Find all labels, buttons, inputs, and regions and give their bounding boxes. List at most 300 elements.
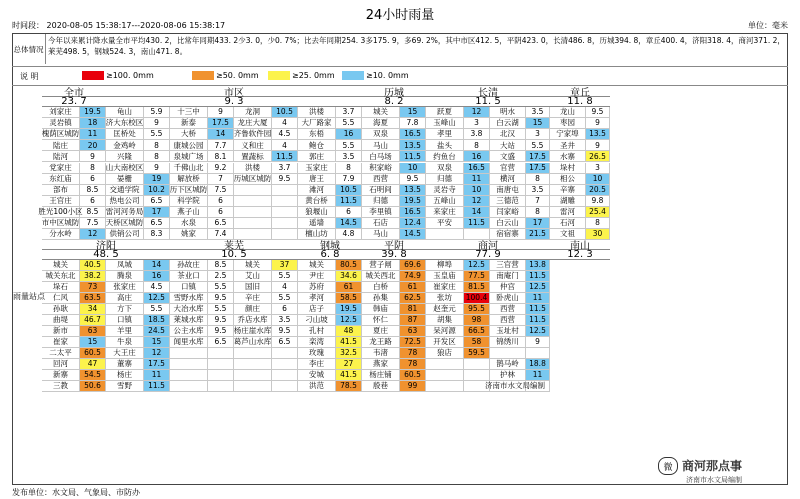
station-rainfall: 60.5 bbox=[400, 370, 426, 381]
group-average: 11. 8 bbox=[550, 97, 610, 107]
station-rainfall: 95.5 bbox=[464, 304, 490, 315]
station-rainfall: 14.5 bbox=[336, 218, 362, 229]
station-name: 部布 bbox=[42, 185, 80, 196]
station-name bbox=[170, 381, 208, 392]
station-rainfall bbox=[464, 370, 490, 381]
station-name: 五峰山 bbox=[426, 196, 464, 207]
station-rainfall: 3.5 bbox=[272, 315, 298, 326]
station-rainfall: 11.5 bbox=[526, 304, 550, 315]
station-rainfall: 17.5 bbox=[526, 151, 550, 162]
station-rainfall: 41.5 bbox=[336, 337, 362, 348]
station-rainfall: 9.5 bbox=[208, 315, 234, 326]
station-rainfall: 12 bbox=[144, 348, 170, 359]
station-name: 枣园 bbox=[550, 118, 586, 129]
station-name: 海夏 bbox=[362, 118, 400, 129]
station-name: 水泉 bbox=[170, 218, 208, 229]
station-rainfall: 25.4 bbox=[586, 207, 610, 218]
station-name bbox=[234, 218, 272, 229]
station-rainfall: 5.9 bbox=[144, 107, 170, 118]
station-rainfall: 7.5 bbox=[80, 218, 106, 229]
legend-swatch bbox=[192, 71, 214, 80]
station-name bbox=[426, 229, 464, 240]
station-rainfall: 4 bbox=[272, 140, 298, 151]
station-rainfall: 6.5 bbox=[144, 196, 170, 207]
station-name: 城关 bbox=[234, 260, 272, 271]
station-name: 胜光100小区 bbox=[38, 207, 83, 217]
station-name: 明水 bbox=[490, 107, 526, 118]
station-name: 千佛山北 bbox=[170, 163, 208, 174]
station-name: 滩河 bbox=[298, 185, 336, 196]
station-name: 归德 bbox=[426, 174, 464, 185]
station-name: 康城公园 bbox=[170, 140, 208, 151]
station-rainfall: 5.5 bbox=[144, 129, 170, 140]
station-rainfall: 3.5 bbox=[526, 107, 550, 118]
station-name: 口镇 bbox=[106, 315, 144, 326]
station-rainfall: 18.8 bbox=[526, 359, 550, 370]
station-name: 供销公司 bbox=[106, 229, 144, 240]
station-rainfall: 11 bbox=[80, 129, 106, 140]
station-name: 韦渚 bbox=[362, 348, 400, 359]
station-name: 杨庄 bbox=[106, 370, 144, 381]
station-name: 崔家 bbox=[42, 337, 80, 348]
station-name: 水寨 bbox=[550, 151, 586, 162]
station-name: 国旧 bbox=[234, 282, 272, 293]
station-name bbox=[234, 370, 272, 381]
station-name: 雷河河务局 bbox=[105, 207, 144, 217]
station-rainfall: 16 bbox=[336, 129, 362, 140]
station-rainfall: 3.7 bbox=[336, 107, 362, 118]
station-rainfall: 10 bbox=[586, 174, 610, 185]
station-name bbox=[170, 370, 208, 381]
station-name: 辛寨 bbox=[550, 185, 586, 196]
station-rainfall: 16 bbox=[144, 271, 170, 282]
station-name: 城关 bbox=[42, 260, 80, 271]
station-name: 口镇 bbox=[170, 282, 208, 293]
group-average: 48. 5 bbox=[42, 250, 170, 260]
station-name: 孙耿 bbox=[42, 304, 80, 315]
station-name: 苏府 bbox=[298, 282, 336, 293]
station-name: 龟山 bbox=[106, 107, 144, 118]
station-name: 晏栅 bbox=[106, 174, 144, 185]
station-rainfall bbox=[272, 370, 298, 381]
station-rainfall: 4.5 bbox=[144, 282, 170, 293]
station-name: 大冶水库 bbox=[170, 304, 208, 315]
station-name: 胡集 bbox=[426, 315, 464, 326]
station-rainfall: 11 bbox=[526, 293, 550, 304]
station-name: 殷巷 bbox=[362, 381, 400, 392]
station-rainfall: 3.8 bbox=[464, 129, 490, 140]
station-rainfall bbox=[208, 348, 234, 359]
station-name: 热电公司 bbox=[106, 196, 144, 207]
station-rainfall: 80.5 bbox=[336, 260, 362, 271]
station-rainfall: 7.4 bbox=[208, 229, 234, 240]
station-name: 张坊 bbox=[426, 293, 464, 304]
station-name: 回河 bbox=[42, 359, 80, 370]
station-name: 积家峪 bbox=[362, 163, 400, 174]
station-name: 三教 bbox=[42, 381, 80, 392]
station-name: 崔家庄 bbox=[426, 282, 464, 293]
station-rainfall: 3 bbox=[586, 163, 610, 174]
station-rainfall: 37 bbox=[272, 260, 298, 271]
station-name: 南庵门 bbox=[490, 271, 526, 282]
station-rainfall: 17.5 bbox=[208, 118, 234, 129]
watermark-title: 商河那点事 bbox=[682, 459, 743, 473]
station-name: 马山 bbox=[362, 229, 400, 240]
group-name: 全市 bbox=[42, 87, 106, 97]
group-average: 12. 3 bbox=[550, 250, 610, 260]
station-rainfall: 13.5 bbox=[400, 185, 426, 196]
station-rainfall bbox=[464, 359, 490, 370]
station-rainfall: 7 bbox=[208, 174, 234, 185]
station-rainfall: 9 bbox=[144, 118, 170, 129]
station-rainfall: 9 bbox=[144, 163, 170, 174]
watermark bbox=[656, 455, 796, 489]
station-rainfall bbox=[208, 381, 234, 392]
station-name: 石明间 bbox=[362, 185, 400, 196]
station-rainfall: 99 bbox=[400, 381, 426, 392]
station-rainfall: 14 bbox=[144, 260, 170, 271]
station-rainfall: 14.5 bbox=[400, 229, 426, 240]
station-name: 双泉 bbox=[426, 163, 464, 174]
station-name: 卧虎山 bbox=[490, 293, 526, 304]
station-rainfall: 11.5 bbox=[400, 151, 426, 162]
station-rainfall: 8 bbox=[144, 140, 170, 151]
document bbox=[6, 0, 794, 499]
station-rainfall: 78 bbox=[400, 348, 426, 359]
station-name: 湖雕 bbox=[550, 196, 586, 207]
legend-swatch bbox=[268, 71, 290, 80]
station-rainfall: 5.5 bbox=[526, 140, 550, 151]
group-average: 23. 7 bbox=[42, 97, 106, 107]
station-name: 仲宫 bbox=[490, 282, 526, 293]
station-name: 西营 bbox=[490, 304, 526, 315]
station-name: 灵岩镇 bbox=[42, 118, 80, 129]
legend-row bbox=[12, 66, 788, 86]
station-rainfall: 16.5 bbox=[464, 163, 490, 174]
station-rainfall: 4.5 bbox=[272, 129, 298, 140]
station-name: 济大东校区 bbox=[105, 118, 144, 128]
period-value: 2020-08-05 15:38:17---2020-08-06 15:38:17 bbox=[46, 21, 226, 30]
station-name: 孔村 bbox=[298, 326, 336, 337]
station-rainfall: 9 bbox=[80, 151, 106, 162]
station-name: 孙集 bbox=[362, 293, 400, 304]
station-name: 市中区城防 bbox=[41, 218, 80, 228]
station-rainfall: 74.9 bbox=[400, 271, 426, 282]
station-name: 双泉 bbox=[362, 129, 400, 140]
station-rainfall: 9.5 bbox=[586, 107, 610, 118]
station-name: 南唐屯 bbox=[490, 185, 526, 196]
station-rainfall bbox=[272, 348, 298, 359]
station-name: 公主水库 bbox=[170, 326, 208, 337]
station-name: 文祖 bbox=[550, 229, 586, 240]
station-rainfall: 34.6 bbox=[336, 271, 362, 282]
station-name: 檀山坊 bbox=[298, 229, 336, 240]
station-name: 横河 bbox=[490, 174, 526, 185]
station-name: 杨庄崖水库 bbox=[233, 326, 272, 336]
station-rainfall: 98 bbox=[464, 315, 490, 326]
station-name: 平安 bbox=[426, 218, 464, 229]
publisher: 发布单位：水文局、气象局、市防办 bbox=[12, 488, 140, 497]
group-average: 9. 3 bbox=[106, 97, 362, 107]
station-rainfall: 9 bbox=[586, 140, 610, 151]
station-rainfall: 6 bbox=[208, 207, 234, 218]
station-name: 护林 bbox=[490, 370, 526, 381]
station-rainfall: 48 bbox=[336, 326, 362, 337]
wechat-icon: 微 bbox=[658, 457, 678, 475]
station-rainfall: 78.5 bbox=[336, 381, 362, 392]
station-name: 西营 bbox=[362, 174, 400, 185]
station-rainfall: 15 bbox=[526, 118, 550, 129]
station-name: 燕家 bbox=[362, 359, 400, 370]
station-rainfall bbox=[208, 359, 234, 370]
station-name: 马山 bbox=[362, 140, 400, 151]
station-name: 宿宿寨 bbox=[490, 229, 526, 240]
station-rainfall: 17 bbox=[526, 218, 550, 229]
station-name: 洪楼 bbox=[298, 107, 336, 118]
station-rainfall: 11.5 bbox=[336, 196, 362, 207]
station-name bbox=[234, 196, 272, 207]
station-rainfall: 8 bbox=[526, 174, 550, 185]
station-rainfall: 6 bbox=[272, 304, 298, 315]
station-name: 北汉 bbox=[490, 129, 526, 140]
station-rainfall: 5.5 bbox=[144, 304, 170, 315]
station-name: 分水岭 bbox=[42, 229, 80, 240]
station-name: 垛石 bbox=[42, 282, 80, 293]
station-name: 石河 bbox=[550, 218, 586, 229]
station-rainfall: 34 bbox=[80, 304, 106, 315]
station-rainfall: 50.6 bbox=[80, 381, 106, 392]
station-rainfall: 18.5 bbox=[144, 315, 170, 326]
station-rainfall: 26.5 bbox=[586, 151, 610, 162]
station-rainfall: 10 bbox=[464, 185, 490, 196]
station-name: 孙故庄 bbox=[170, 260, 208, 271]
station-name: 雪野 bbox=[106, 381, 144, 392]
station-name: 盐头 bbox=[426, 140, 464, 151]
station-rainfall: 12.4 bbox=[400, 218, 426, 229]
station-rainfall: 61 bbox=[400, 282, 426, 293]
station-name: 金鸡岭 bbox=[106, 140, 144, 151]
station-rainfall: 8.5 bbox=[80, 185, 106, 196]
station-name: 洪楼 bbox=[234, 163, 272, 174]
station-name: 新泰 bbox=[170, 118, 208, 129]
station-name: 李庄 bbox=[298, 359, 336, 370]
station-rainfall: 12.5 bbox=[144, 293, 170, 304]
station-name: 陆河 bbox=[42, 151, 80, 162]
station-rainfall bbox=[272, 381, 298, 392]
station-name: 历下区城防 bbox=[169, 184, 208, 194]
unit-label: 单位：毫米 bbox=[748, 21, 788, 30]
station-name: 龙洞 bbox=[234, 107, 272, 118]
station-name: 城关 bbox=[362, 107, 400, 118]
station-name: 李里镇 bbox=[362, 207, 400, 218]
station-name: 龙庄大厦 bbox=[234, 118, 272, 129]
station-name: 锦绣川 bbox=[490, 337, 526, 348]
station-name: 灵岩寺 bbox=[426, 185, 464, 196]
group-name: 平阴 bbox=[362, 240, 426, 250]
station-name: 匡桥处 bbox=[106, 129, 144, 140]
station-name: 雪野水库 bbox=[170, 293, 208, 304]
station-name: 玫瑰 bbox=[298, 348, 336, 359]
station-name: 官营 bbox=[490, 163, 526, 174]
station-rainfall: 11 bbox=[144, 370, 170, 381]
station-name bbox=[426, 370, 464, 381]
station-name: 鲍仓 bbox=[298, 140, 336, 151]
station-rainfall: 编制 bbox=[526, 381, 550, 392]
station-rainfall: 7.7 bbox=[208, 140, 234, 151]
station-name bbox=[234, 185, 272, 196]
group-name: 南山 bbox=[550, 240, 610, 250]
station-rainfall: 77.5 bbox=[464, 271, 490, 282]
station-rainfall bbox=[526, 348, 550, 359]
station-name: 闻里水库 bbox=[170, 337, 208, 348]
station-rainfall: 6.5 bbox=[144, 218, 170, 229]
station-name: 高庄 bbox=[106, 293, 144, 304]
station-rainfall: 12.5 bbox=[464, 260, 490, 271]
station-name: 郭庄 bbox=[298, 151, 336, 162]
station-rainfall: 6 bbox=[80, 174, 106, 185]
station-name: 安城 bbox=[298, 370, 336, 381]
station-name: 白马场 bbox=[362, 151, 400, 162]
station-name: 艾山 bbox=[234, 271, 272, 282]
station-rainfall: 10.5 bbox=[336, 185, 362, 196]
station-rainfall: 9.5 bbox=[400, 174, 426, 185]
station-rainfall: 11.5 bbox=[526, 271, 550, 282]
legend-swatch bbox=[342, 71, 364, 80]
station-name: 石店 bbox=[362, 218, 400, 229]
station-name: 腾泉 bbox=[106, 271, 144, 282]
station-rainfall: 15 bbox=[80, 337, 106, 348]
station-name: 店子 bbox=[298, 304, 336, 315]
station-rainfall: 2.5 bbox=[208, 271, 234, 282]
station-rainfall bbox=[272, 218, 298, 229]
station-rainfall: 5.5 bbox=[336, 140, 362, 151]
station-rainfall: 6 bbox=[208, 196, 234, 207]
station-name bbox=[234, 381, 272, 392]
station-rainfall: 20 bbox=[80, 140, 106, 151]
station-rainfall: 4 bbox=[272, 118, 298, 129]
station-name: 山大南校区 bbox=[105, 162, 144, 172]
station-name: 大王庄 bbox=[106, 348, 144, 359]
station-rainfall: 61 bbox=[336, 282, 362, 293]
station-name: 西营 bbox=[490, 315, 526, 326]
station-name: 白云山 bbox=[490, 218, 526, 229]
station-rainfall: 12 bbox=[464, 196, 490, 207]
station-rainfall: 17.5 bbox=[144, 359, 170, 370]
station-rainfall bbox=[272, 196, 298, 207]
station-rainfall: 69.6 bbox=[400, 260, 426, 271]
station-rainfall: 7.5 bbox=[208, 185, 234, 196]
station-name: 龙王路 bbox=[362, 337, 400, 348]
station-rainfall: 8.5 bbox=[208, 260, 234, 271]
station-name: 狼堰山 bbox=[298, 207, 336, 218]
station-rainfall: 9 bbox=[526, 337, 550, 348]
station-rainfall: 7 bbox=[526, 196, 550, 207]
station-name bbox=[170, 348, 208, 359]
group-average: 39. 8 bbox=[362, 250, 426, 260]
station-name: 泉城广场 bbox=[170, 151, 208, 162]
station-name: 开发区 bbox=[426, 337, 464, 348]
station-name: 历城区城防 bbox=[233, 173, 272, 183]
group-name: 历城 bbox=[362, 87, 426, 97]
station-rainfall: 10 bbox=[400, 163, 426, 174]
station-name: 尹庄 bbox=[298, 271, 336, 282]
station-rainfall: 58.5 bbox=[336, 293, 362, 304]
station-name: 栾湾 bbox=[298, 337, 336, 348]
station-rainfall: 41.5 bbox=[336, 370, 362, 381]
station-rainfall: 9.5 bbox=[272, 326, 298, 337]
station-name: 怀仁 bbox=[362, 315, 400, 326]
period-label: 时间段： bbox=[12, 21, 44, 30]
station-name: 遥墙 bbox=[298, 218, 336, 229]
station-name: 呆河源 bbox=[426, 326, 464, 337]
group-name: 济阳 bbox=[42, 240, 170, 250]
station-name: 兴隆 bbox=[106, 151, 144, 162]
station-rainfall: 19.5 bbox=[336, 304, 362, 315]
station-rainfall: 19.5 bbox=[400, 196, 426, 207]
summary-label: 总体情况 bbox=[12, 34, 46, 64]
station-rainfall bbox=[208, 370, 234, 381]
station-rainfall: 60.5 bbox=[80, 348, 106, 359]
station-name: 城关西北 bbox=[362, 271, 400, 282]
station-rainfall: 62.5 bbox=[400, 293, 426, 304]
station-rainfall: 18 bbox=[80, 118, 106, 129]
station-name: 齐鲁软件园 bbox=[233, 129, 272, 139]
station-name: 黄台桥 bbox=[298, 196, 336, 207]
station-name: 大桥 bbox=[170, 129, 208, 140]
station-name: 夏庄 bbox=[362, 326, 400, 337]
station-rainfall: 30 bbox=[586, 229, 610, 240]
station-name: 圣井 bbox=[550, 140, 586, 151]
station-rainfall: 21.5 bbox=[526, 229, 550, 240]
station-name bbox=[234, 348, 272, 359]
station-name: 孝河 bbox=[298, 293, 336, 304]
station-name: 槐荫区城防 bbox=[41, 129, 80, 139]
station-rainfall: 6.5 bbox=[208, 218, 234, 229]
station-name: 白桥 bbox=[362, 282, 400, 293]
group-average: 6. 8 bbox=[298, 250, 362, 260]
station-name: 燕子山 bbox=[170, 207, 208, 218]
station-rainfall: 5.5 bbox=[336, 118, 362, 129]
station-rainfall: 9.5 bbox=[208, 293, 234, 304]
station-rainfall: 72.5 bbox=[400, 337, 426, 348]
header-line bbox=[12, 20, 788, 31]
group-name: 莱芜 bbox=[170, 240, 298, 250]
legend-item-100: ≥100. 0mm bbox=[82, 71, 154, 80]
station-rainfall: 12 bbox=[80, 229, 106, 240]
group-average: 10. 5 bbox=[170, 250, 298, 260]
station-rainfall: 3 bbox=[464, 118, 490, 129]
station-name: 济南市水文局 bbox=[485, 381, 530, 391]
station-rainfall: 40.5 bbox=[80, 260, 106, 271]
station-name: 新市 bbox=[42, 326, 80, 337]
station-name: 闫家峪 bbox=[490, 207, 526, 218]
station-name: 东红庙 bbox=[42, 174, 80, 185]
station-rainfall: 13.5 bbox=[400, 140, 426, 151]
station-name: 辛庄 bbox=[234, 293, 272, 304]
station-name: 城关东北 bbox=[42, 271, 80, 282]
station-rainfall bbox=[272, 229, 298, 240]
station-name: 王官庄 bbox=[42, 196, 80, 207]
station-rainfall: 8 bbox=[80, 163, 106, 174]
station-rainfall: 12.5 bbox=[526, 282, 550, 293]
station-rainfall: 59.5 bbox=[464, 348, 490, 359]
station-rainfall: 17.5 bbox=[526, 163, 550, 174]
station-name: 天桥区城防 bbox=[105, 218, 144, 228]
station-name: 义和庄 bbox=[234, 140, 272, 151]
station-name: 相公 bbox=[550, 174, 586, 185]
station-name bbox=[234, 207, 272, 218]
station-rainfall: 3.7 bbox=[272, 163, 298, 174]
